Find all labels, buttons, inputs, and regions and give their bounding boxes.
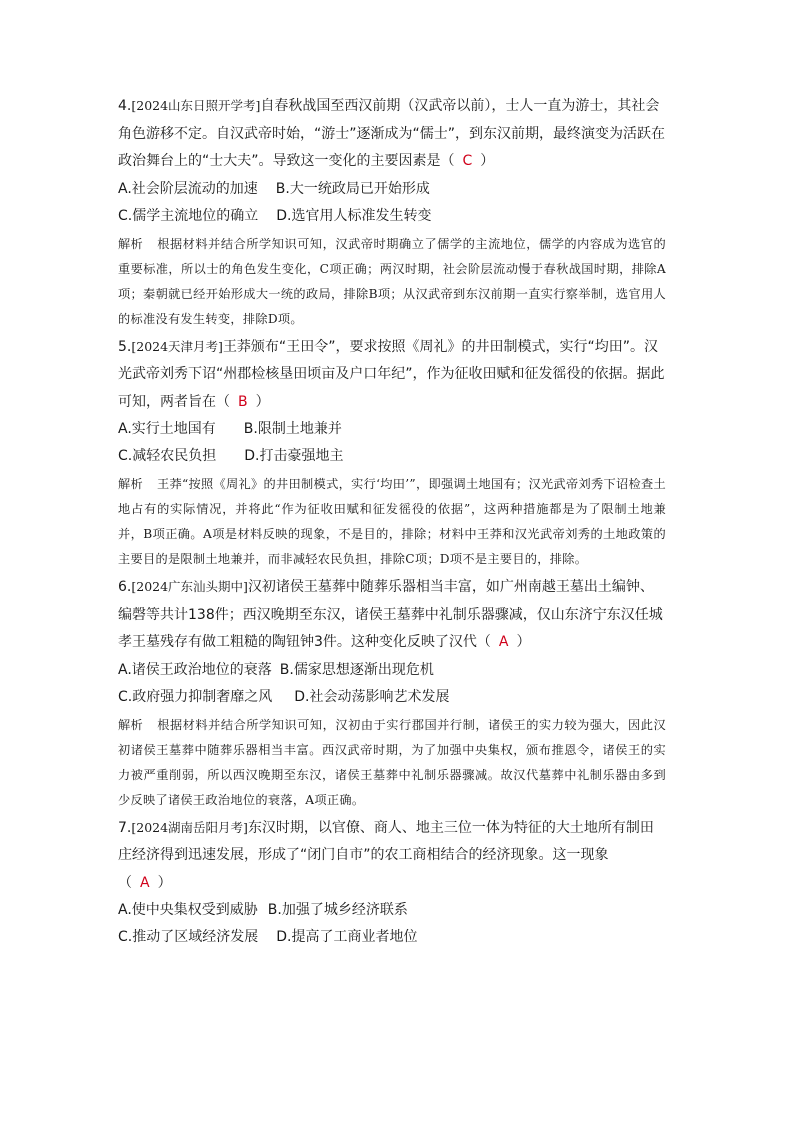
paren-close: ） [480, 153, 495, 169]
answer-letter: A [140, 874, 150, 891]
explanation-label: 解析 [118, 477, 143, 491]
question-text: 汉初诸侯王墓葬中随葬乐器相当丰富，如广州南越王墓出土编钟、编磬等共计138件；西汉晚期至东汉，诸侯王墓葬中礼制乐器骤减，仅山东济宁东汉任城孝王墓残存有做工粗糙的陶钮钟3件。这种变化反映了汉代（ [118, 579, 663, 650]
option-a: A.社会阶层流动的加速 [118, 180, 258, 197]
option-d: D.社会动荡影响艺术发展 [294, 688, 450, 705]
question-stem [118, 92, 666, 176]
question-number: 5. [118, 338, 132, 355]
explanation-label: 解析 [118, 717, 143, 732]
options-row [118, 203, 666, 230]
option-b: B.限制土地兼并 [243, 421, 342, 437]
paren-close: ） [516, 634, 531, 650]
option-a: A.诸侯王政治地位的衰落 [118, 661, 272, 678]
explanation-text: 根据材料并结合所学知识可知，汉初由于实行郡国并行制，诸侯王的实力较为强大，因此汉初诸侯王墓葬中随葬乐器相当丰富。西汉武帝时期，为了加强中央集权，颁布推恩令，诸侯王的实力被严重削弱，所以西汉晚期至东汉，诸侯王墓葬中礼制乐器骤减。故汉代墓葬中礼制乐器由多到少反映了诸侯王政治地位的衰落，A项正确。 [118, 717, 666, 807]
question-source: [2024湖南岳阳月考] [131, 819, 248, 835]
question-stem [118, 814, 666, 870]
explanation-text: 王莽“按照《周礼》的井田制模式，实行‘均田’”，即强调土地国有；汉光武帝刘秀下诏检查土地占有的实际情况，并将此“作为征收田赋和征发徭役的依据”，这两种措施都是为了限制土地兼并，B项正确。A项是材料反映的现象，不是目的，排除；材料中王莽和汉光武帝刘秀的土地政策的主要目的是限制土地兼并，而非减轻农民负担，排除C项；D项不是主要目的，排除。 [118, 477, 666, 566]
question-4 [118, 92, 666, 332]
option-d: D.打击豪强地主 [244, 448, 344, 464]
question-source: [2024天津月考] [131, 338, 223, 354]
options-row [118, 443, 666, 470]
option-a: A.使中央集权受到威胁 [118, 902, 258, 918]
answer-line [118, 870, 666, 898]
question-list [118, 92, 666, 952]
option-b: B.大一统政局已开始形成 [275, 180, 430, 197]
question-text: 自春秋战国至西汉前期（汉武帝以前），士人一直为游士，其社会角色游移不定。自汉武帝时始，“游士”逐渐成为“儒士”，到东汉前期，最终演变为活跃在政治舞台上的“士大夫”。导致这一变化的主要因素是（ [118, 98, 666, 169]
option-d: D.选官用人标准发生转变 [276, 207, 432, 224]
question-number: 4. [118, 98, 132, 114]
answer-letter: C [462, 153, 473, 169]
option-a: A.实行土地国有 [118, 421, 216, 437]
options-row [118, 897, 666, 924]
option-c: C.儒学主流地位的确立 [118, 207, 259, 224]
question-number: 6. [118, 579, 132, 595]
explanation-text: 根据材料并结合所学知识可知，汉武帝时期确立了儒学的主流地位，儒学的内容成为选官的重要标准，所以士的角色发生变化，C项正确；两汉时期，社会阶层流动慢于春秋战国时期，排除A项；秦朝就已经开始形成大一统的政局，排除B项；从汉武帝到东汉前期一直实行察举制，选官用人的标准没有发生转变，排除D项。 [118, 236, 666, 326]
question-stem [118, 333, 666, 417]
explanation [118, 232, 666, 332]
options-row [118, 657, 666, 684]
option-c: C.推动了区域经济发展 [118, 929, 259, 945]
question-7 [118, 814, 666, 952]
paren-close: ） [255, 393, 270, 410]
question-text: 东汉时期，以官僚、商人、地主三位一体为特征的大土地所有制田庄经济得到迅速发展，形成了“闭门自市”的农工商相结合的经济现象。这一现象 [118, 819, 654, 863]
question-stem [118, 573, 666, 657]
answer-letter: B [238, 393, 248, 410]
question-6 [118, 573, 666, 813]
question-source: [2024山东日照开学考] [131, 98, 261, 113]
question-text: 王莽颁布“王田令”，要求按照《周礼》的井田制模式，实行“均田”。汉光武帝刘秀下诏“州郡检核垦田顷亩及户口年纪”，作为征收田赋和征发徭役的依据。据此可知，两者旨在（ [118, 338, 665, 410]
options-row [118, 924, 666, 951]
options-row [118, 416, 666, 443]
option-b: B.加强了城乡经济联系 [267, 902, 408, 918]
paren-close: ） [157, 874, 172, 891]
explanation [118, 713, 666, 813]
explanation [118, 472, 666, 572]
option-c: C.减轻农民负担 [118, 448, 217, 464]
options-row [118, 176, 666, 203]
option-d: D.提高了工商业者地位 [276, 929, 418, 945]
paren-open: （ [118, 874, 132, 891]
question-number: 7. [118, 819, 132, 836]
answer-letter: A [498, 634, 509, 650]
explanation-label: 解析 [118, 236, 143, 251]
question-5 [118, 333, 666, 573]
option-b: B.儒家思想逐渐出现危机 [279, 661, 434, 678]
options-row [118, 684, 666, 711]
option-c: C.政府强力抑制奢靡之风 [118, 688, 273, 705]
question-source: [2024广东汕头期中] [131, 579, 248, 594]
